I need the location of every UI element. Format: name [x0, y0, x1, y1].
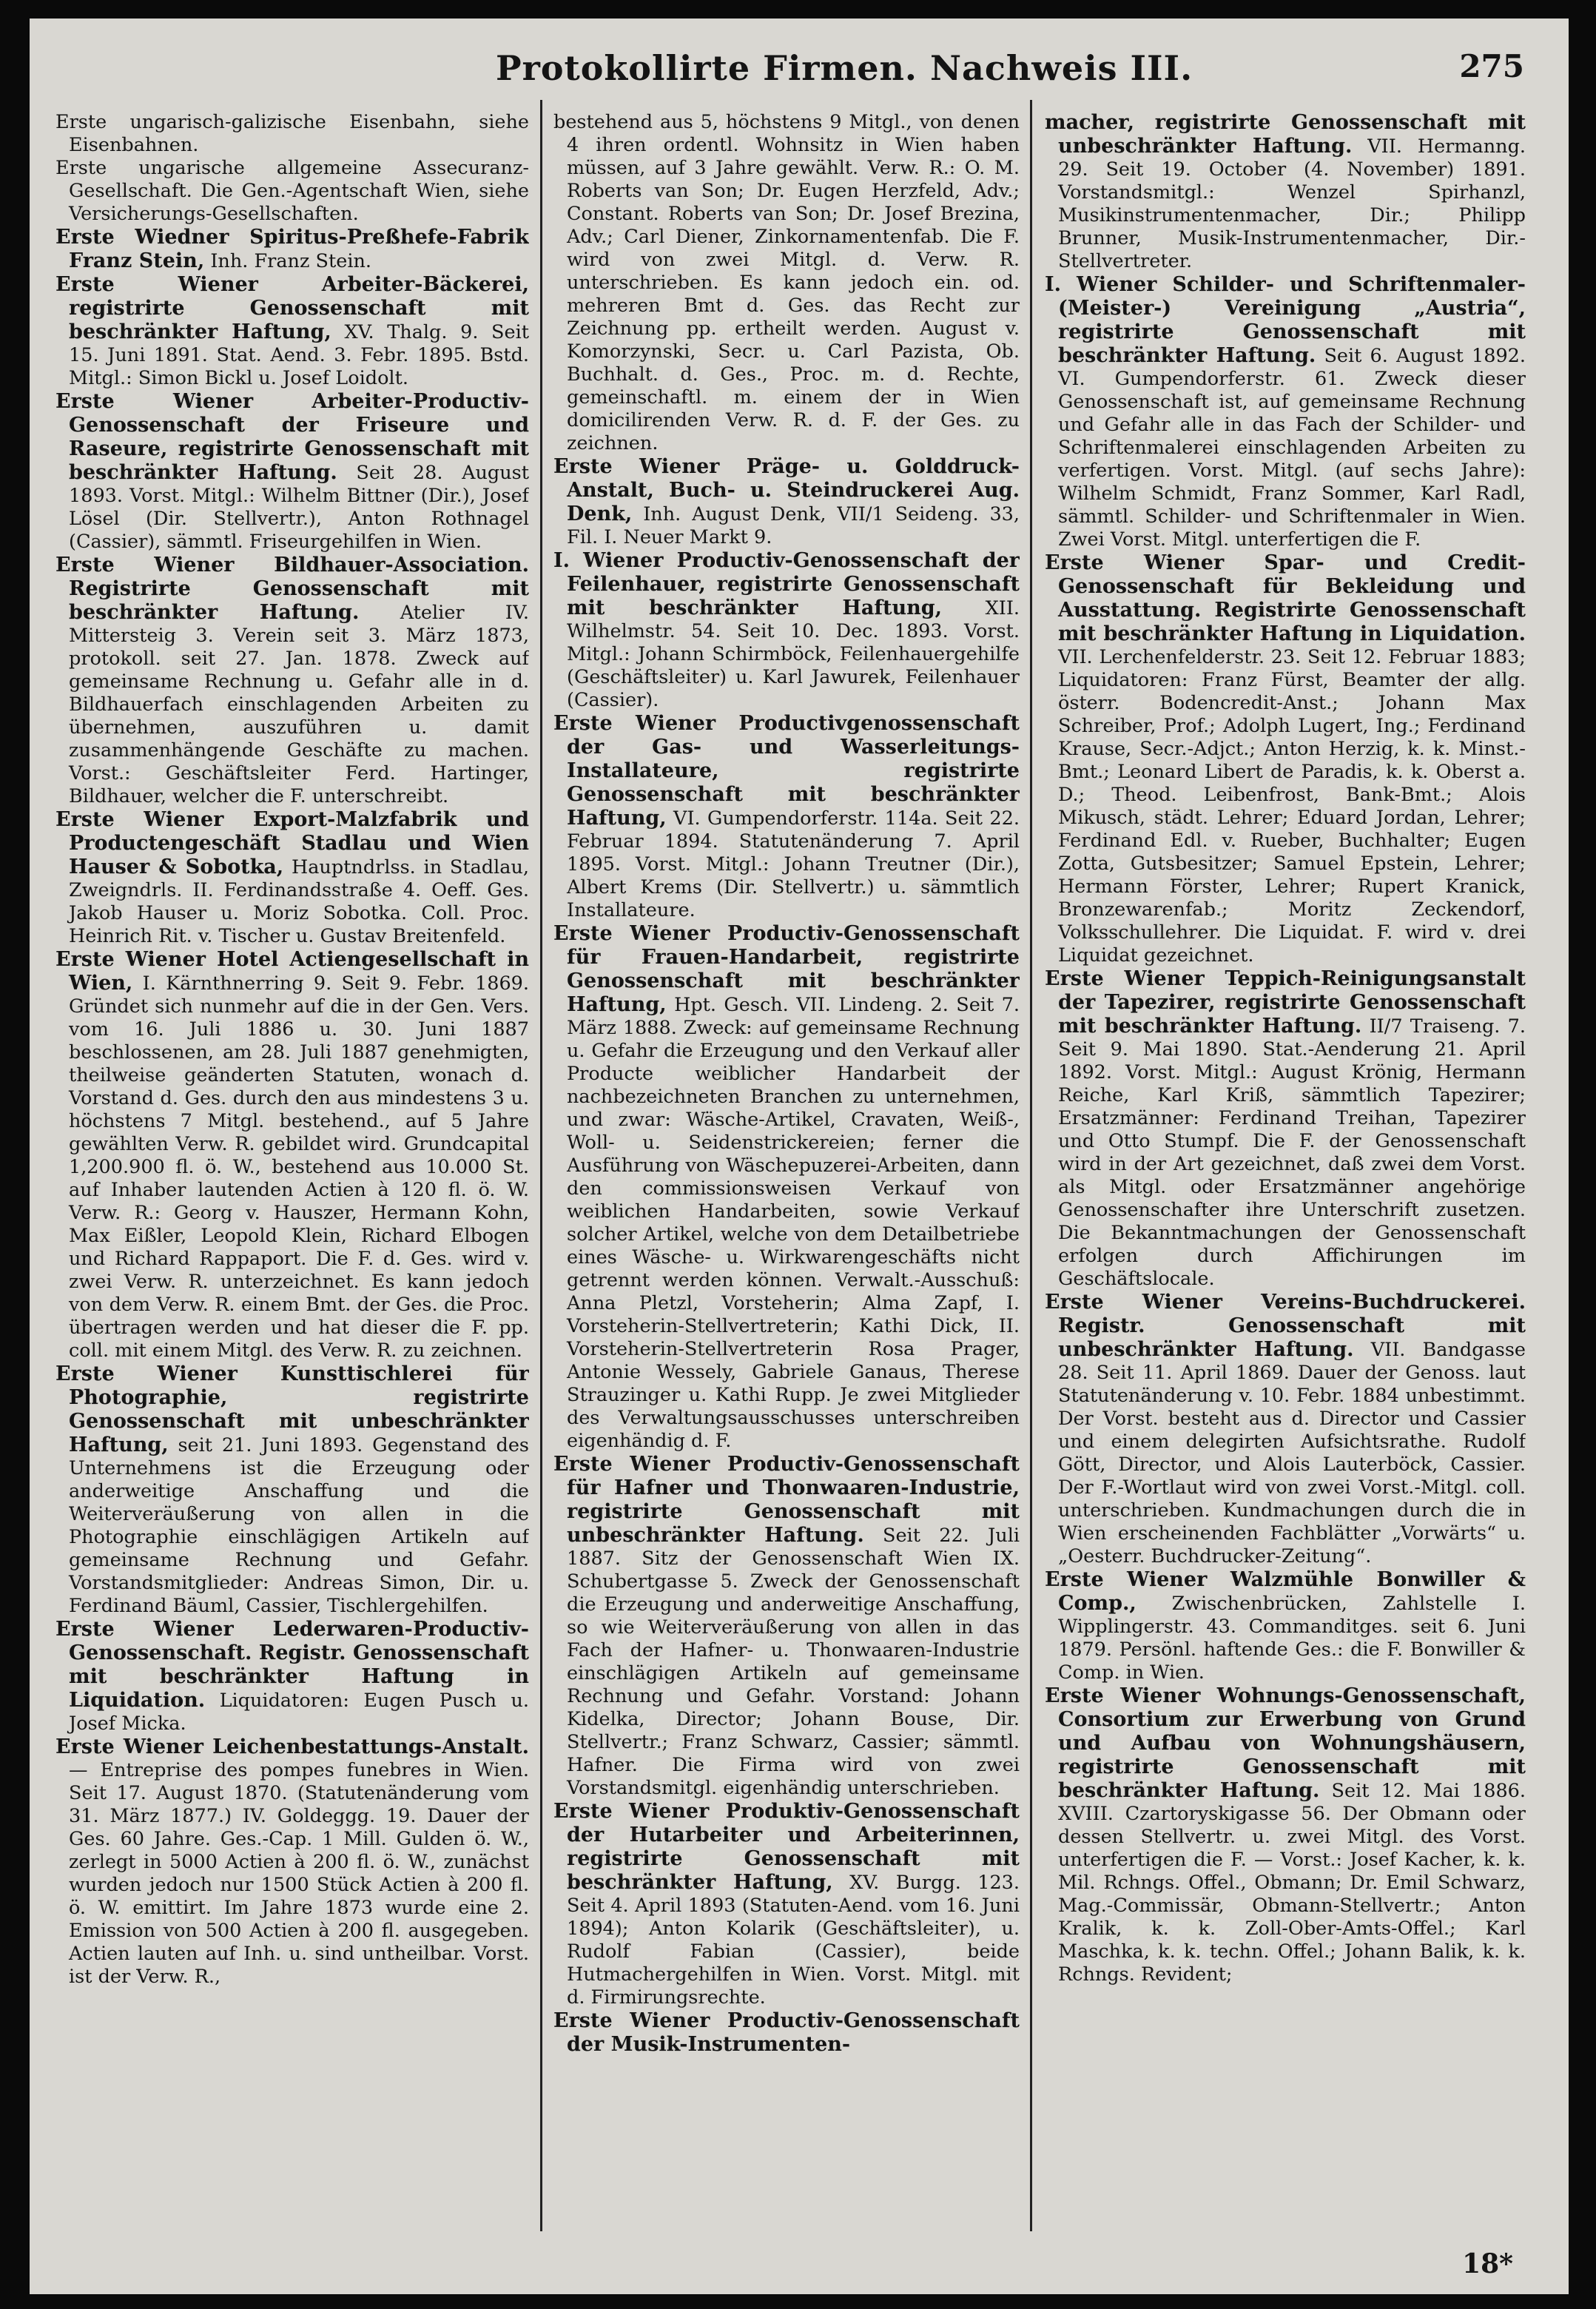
entry-text: Liquidatoren: Eugen Pusch u. Josef Micka. — [69, 1690, 529, 1735]
register-entry — [553, 712, 1020, 922]
firm-name: Erste Wiener Productiv-Genossenschaft für Hafner und Thonwaaren-Industrie, registrirte Genossenschaft mit unbeschränkter Haftung. — [553, 1453, 1020, 1547]
register-entry — [553, 922, 1020, 1453]
firm-name: I. Wiener Productiv-Genossenschaft der Feilenhauer, registrirte Genossenschaft mit beschränkter Haftung, — [553, 549, 1020, 619]
register-entry — [55, 273, 529, 390]
entry-text: VII. Lerchenfelderstr. 23. Seit 12. Februar 1883; Liquidatoren: Franz Fürst, Beamter der allg. österr. Bodencredit-Anst.; Johann Max Schreiber, Prof.; Adolph Lugert, Ing.; Ferdinand Krause, Secr.-Adjct.; Anton Herzig, k. k. Minst.-Bmt.; Leonard Libert de Paradis, k. k. Oberst a. D.; Theod. Leibenfrost, Bank-Bmt.; Alois Mikusch, städt. Lehrer; Eduard Jordan, Lehrer; Ferdinand Edl. v. Rueber, Buchhalter; Eugen Zotta, Gutsbesitzer; Samuel Epstein, Lehrer; Hermann Förster, Lehrer; Rupert Kranick, Bronzewarenfab.; Moritz Zeckendorf, Volksschullehrer. Die Liquidat. F. wird v. drei Liquidat gezeichnet. — [1058, 646, 1526, 967]
entry-text: Inh. Franz Stein. — [210, 250, 371, 272]
firm-name: Erste Wiener Productivgenossenschaft der Gas- und Wasserleitungs-Installateure, registrirte Genossenschaft mit beschränkter Haftung, — [553, 712, 1020, 830]
page-header — [30, 48, 1569, 107]
firm-name: Erste Wiener Teppich-Reinigungsanstalt der Tapezirer, registrirte Genossenschaft mit beschränkter Haftung. — [1045, 967, 1526, 1038]
entry-text: Seit 12. Mai 1886. XVIII. Czartoryskigasse 56. Der Obmann oder dessen Stellvertr. u. zwei Mitgl. des Vorst. unterfertigen die F. — Vorst.: Josef Kacher, k. k. Mil. Rchngs. Offel., Obmann; Dr. Emil Schwarz, Mag.-Commissär, Obmann-Stellvertr.; Anton Kralik, k. k. Zoll-Ober-Amts-Offel.; Karl Maschka, k. k. techn. Offel.; Johann Balik, k. k. Rchngs. Revident; — [1058, 1780, 1526, 1986]
firm-name: Erste Wiener Produktiv-Genossenschaft der Hutarbeiter und Arbeiterinnen, registrirte Genossenschaft mit beschränkter Haftung, — [553, 1800, 1020, 1894]
firm-name: Erste Wiener Präge- u. Golddruck-Anstalt, Buch- u. Steindruckerei Aug. Denk, — [553, 455, 1020, 525]
register-entry — [55, 157, 529, 226]
register-entry — [55, 1362, 529, 1618]
register-entry — [1045, 967, 1526, 1291]
register-entry — [553, 455, 1020, 549]
register-entry — [1045, 273, 1526, 551]
register-entry — [553, 111, 1020, 455]
register-entry — [553, 1453, 1020, 1800]
firm-name: Erste Wiener Wohnungs-Genossenschaft, Consortium zur Erwerbung von Grund und Aufbau von Wohnungshäusern, registrirte Genossenschaft mit beschränkter Haftung. — [1045, 1684, 1526, 1802]
entry-text: VI. Gumpendorferstr. 114a. Seit 22. Februar 1894. Statutenänderung 7. April 1895. Vorst. Mitgl.: Johann Treutner (Dir.), Albert Krems (Dir. Stellvertr.) u. sämmtlich Installateure. — [567, 807, 1020, 921]
entry-text: II/7 Traiseng. 7. Seit 9. Mai 1890. Stat.-Aenderung 21. April 1892. Vorst. Mitgl.: August Krönig, Hermann Reiche, Karl Kriß, sämmtlich Tapezirer; Ersatzmänner: Ferdinand Treihan, Tapezirer und Otto Stumpf. Die F. der Genossenschaft wird in der Art gezeichnet, daß zwei dem Vorst. als Mitgl. oder Ersatzmänner angehörige Genossenschafter ihre Unterschrift zusetzen. Die Bekanntmachungen der Genossenschaft erfolgen durch Affichirungen im Geschäftslocale. — [1058, 1015, 1526, 1290]
page-title: Protokollirte Firmen. Nachweis III. — [496, 48, 1193, 88]
firm-name: Erste Wiener Hotel Actiengesellschaft in Wien, — [55, 948, 529, 995]
firm-name: macher, registrirte Genossenschaft mit unbeschränkter Haftung. — [1045, 111, 1526, 158]
firm-name: Erste Wiener Walzmühle Bonwiller & Comp., — [1045, 1568, 1526, 1615]
register-entry — [1045, 1291, 1526, 1568]
register-entry — [55, 1618, 529, 1735]
entry-text: — Entreprise des pompes funebres in Wien. Seit 17. August 1870. (Statutenänderung vom 31. März 1877.) IV. Goldeggg. 19. Dauer der Ges. 60 Jahre. Ges.-Cap. 1 Mill. Gulden ö. W., zerlegt in 5000 Actien à 200 fl. ö. W., zunächst wurden jedoch nur 1500 Stück Actien à 200 fl. ö. W. emittirt. Im Jahre 1873 wurde eine 2. Emission von 500 Actien à 200 fl. ausgegeben. Actien lauten auf Inh. u. sind untheilbar. Vorst. ist der Verw. R., — [69, 1759, 529, 1988]
entry-text: Zwischenbrücken, Zahlstelle I. Wipplingerstr. 43. Commanditges. seit 6. Juni 1879. Persönl. haftende Ges.: die F. Bonwiller & Comp. in Wien. — [1058, 1593, 1526, 1684]
entry-text: I. Kärnthnerring 9. Seit 9. Febr. 1869. Gründet sich nunmehr auf die in der Gen. Vers. vom 16. Juli 1886 u. 30. Juni 1887 beschlossenen, am 28. Juli 1887 genehmigten, theilweise geänderten Statuten, wonach d. Vorstand d. Ges. durch den aus mindestens 3 u. höchstens 7 Mitgl. bestehend., auf 5 Jahre gewählten Verw. R. gebildet wird. Grundcapital 1,200.900 fl. ö. W., bestehend aus 10.000 St. auf Inhaber lautenden Actien à 120 fl. ö. W. Verw. R.: Georg v. Hauszer, Hermann Kohn, Max Eißler, Leopold Klein, Richard Elbogen und Richard Rappaport. Die F. d. Ges. wird v. zwei Verw. R. unterzeichnet. Es kann jedoch von dem Verw. R. einem Bmt. der Ges. die Proc. übertragen werden und hat dieser die F. pp. coll. mit einem Mitgl. des Verw. R. zu zeichnen. — [69, 972, 529, 1362]
register-entry — [55, 390, 529, 554]
entry-text: Seit 28. August 1893. Vorst. Mitgl.: Wilhelm Bittner (Dir.), Josef Lösel (Dir. Stellvertr.), Anton Rothnagel (Cassier), sämmtl. Friseurgehilfen in Wien. — [69, 462, 529, 553]
entry-text: Erste ungarische allgemeine Assecuranz-Gesellschaft. Die Gen.-Agentschaft Wien, siehe Versicherungs-Gesellschaften. — [55, 157, 529, 225]
page-number: 275 — [1459, 48, 1524, 84]
entry-text: Hpt. Gesch. VII. Lindeng. 2. Seit 7. März 1888. Zweck: auf gemeinsame Rechnung u. Gefahr die Erzeugung und den Verkauf aller Producte weiblicher Handarbeit der nachbezeichneten Branchen zu unternehmen, und zwar: Wäsche-Artikel, Cravaten, Weiß-, Woll- u. Seidenstrickereien; ferner die Ausführung von Wäschepuzerei-Arbeiten, dann den commissionsweisen Verkauf von weiblichen Handarbeiten, sowie Verkauf solcher Artikel, welche von dem Detailbetriebe eines Wäsche- u. Wirkwarengeschäfts nicht getrennt werden können. Verwalt.-Ausschuß: Anna Pletzl, Vorsteherin; Alma Zapf, I. Vorsteherin-Stellvertreterin; Kathi Dick, II. Vorsteherin-Stellvertreterin Rosa Prager, Antonie Wessely, Gabriele Ganaus, Therese Strauzinger u. Kathi Rupp. Je zwei Mitglieder des Verwaltungsausschusses unterschreiben eigenhändig d. F. — [567, 994, 1020, 1452]
register-entry — [55, 1735, 529, 1989]
firm-name: Erste Wiener Export-Malzfabrik und Productengeschäft Stadlau und Wien Hauser & Sobotka, — [55, 808, 529, 878]
entry-text: XV. Thalg. 9. Seit 15. Juni 1891. Stat. Aend. 3. Febr. 1895. Bstd. Mitgl.: Simon Bickl u. Josef Loidolt. — [69, 321, 529, 389]
register-entry — [553, 2009, 1020, 2057]
register-entry — [1045, 111, 1526, 273]
column-divider — [1030, 100, 1032, 2231]
firm-name: Erste Wiener Leichenbestattungs-Anstalt. — [55, 1735, 529, 1758]
register-entry — [55, 554, 529, 808]
register-entry — [553, 549, 1020, 712]
firm-name: Erste Wiener Spar- und Credit-Genossenschaft für Bekleidung und Ausstattung. Registrirte Genossenschaft mit beschränkter Haftung in Liquidation. — [1045, 551, 1526, 645]
firm-name: Erste Wiener Kunsttischlerei für Photographie, registrirte Genossenschaft mit unbeschränkter Haftung, — [55, 1362, 529, 1456]
column-1 — [55, 111, 529, 2242]
document-page — [30, 19, 1569, 2294]
entry-text: XII. Wilhelmstr. 54. Seit 10. Dec. 1893. Vorst. Mitgl.: Johann Schirmböck, Feilenhauergehilfe (Geschäftsleiter) u. Karl Jawurek, Feilenhauer (Cassier). — [567, 597, 1020, 711]
register-entry — [55, 808, 529, 948]
firm-name: Erste Wiedner Spiritus-Preßhefe-Fabrik Franz Stein, — [55, 226, 529, 272]
register-entry — [1045, 551, 1526, 967]
firm-name: Erste Wiener Vereins-Buchdruckerei. Registr. Genossenschaft mit unbeschränkter Haftung. — [1045, 1291, 1526, 1361]
firm-name: Erste Wiener Productiv-Genossenschaft für Frauen-Handarbeit, registrirte Genossenschaft mit beschränkter Haftung, — [553, 922, 1020, 1016]
column-divider — [540, 100, 542, 2231]
entry-text: Erste ungarisch-galizische Eisenbahn, siehe Eisenbahnen. — [55, 111, 529, 156]
register-entry — [553, 1800, 1020, 2009]
entry-text: seit 21. Juni 1893. Gegenstand des Unternehmens ist die Erzeugung oder anderweitige Anschaffung und die Weiterveräußerung von allen in die Photographie einschlägigen Artikeln auf gemeinsame Rechnung und Gefahr. Vorstandsmitglieder: Andreas Simon, Dir. u. Ferdinand Bäuml, Cassier, Tischlergehilfen. — [69, 1434, 529, 1617]
firm-name: Erste Wiener Lederwaren-Productiv-Genossenschaft. Registr. Genossenschaft mit beschränkter Haftung in Liquidation. — [55, 1618, 529, 1712]
firm-name: Erste Wiener Productiv-Genossenschaft der Musik-Instrumenten- — [553, 2009, 1020, 2056]
entry-text: Atelier IV. Mittersteig 3. Verein seit 3. März 1873, protokoll. seit 27. Jan. 1878. Zweck auf gemeinsame Rechnung u. Gefahr alle in d. Bildhauerfach einschlagenden Arbeiten zu übernehmen, auszuführen u. damit zusammenhängende Geschäfte zu machen. Vorst.: Geschäftsleiter Ferd. Hartinger, Bildhauer, welcher die F. unterschreibt. — [69, 602, 529, 807]
entry-text: VII. Hermanng. 29. Seit 19. October (4. November) 1891. Vorstandsmitgl.: Wenzel Spirhanzl, Musikinstrumentenmacher, Dir.; Philipp Brunner, Musik-Instrumentenmacher, Dir.-Stellvertreter. — [1058, 135, 1526, 272]
entry-text: Inh. August Denk, VII/1 Seideng. 33, Fil. I. Neuer Markt 9. — [567, 503, 1020, 548]
signature-mark: 18* — [1462, 2248, 1513, 2279]
register-entry — [1045, 1568, 1526, 1684]
firm-name: Erste Wiener Arbeiter-Bäckerei, registrirte Genossenschaft mit beschränkter Haftung, — [55, 273, 529, 343]
entry-text: XV. Burgg. 123. Seit 4. April 1893 (Statuten-Aend. vom 16. Juni 1894); Anton Kolarik (Geschäftsleiter), u. Rudolf Fabian (Cassier), beide Hutmachergehilfen in Wien. Vorst. Mitgl. mit d. Firmirungsrechte. — [567, 1872, 1020, 2009]
entry-text: Hauptndrlss. in Stadlau, Zweigndrls. II. Ferdinandsstraße 4. Oeff. Ges. Jakob Hauser u. Moriz Sobotka. Coll. Proc. Heinrich Rit. v. Tischer u. Gustav Breitenfeld. — [69, 856, 529, 947]
column-2 — [553, 111, 1020, 2242]
register-entry — [55, 111, 529, 157]
entry-text: bestehend aus 5, höchstens 9 Mitgl., von denen 4 ihren ordentl. Wohnsitz in Wien haben müssen, auf 3 Jahre gewählt. Verw. R.: O. M. Roberts van Son; Dr. Eugen Herzfeld, Adv.; Constant. Roberts van Son; Dr. Josef Brezina, Adv.; Carl Diener, Zinkornamentenfab. Die F. wird von zwei Mitgl. d. Verw. R. unterschrieben. Es kann jedoch ein. od. mehreren Bmt d. Ges. das Recht zur Zeichnung pp. ertheilt werden. August v. Komorzynski, Secr. u. Carl Pazista, Ob. Buchhalt. d. Ges., Proc. m. d. Rechte, gemeinschaftl. m. einem der in Wien domicilirenden Verw. R. d. F. der Ges. zu zeichnen. — [553, 111, 1020, 454]
firm-name: Erste Wiener Bildhauer-Association. Registrirte Genossenschaft mit beschränkter Haftung. — [55, 554, 529, 624]
entry-text: Seit 22. Juli 1887. Sitz der Genossenschaft Wien IX. Schubertgasse 5. Zweck der Genossenschaft die Erzeugung und anderweitige Anschaffung, so wie Weiterveräußerung von allen in das Fach der Hafner- u. Thonwaaren-Industrie einschlägigen Artikeln auf gemeinsame Rechnung und Gefahr. Vorstand: Johann Kidelka, Director; Johann Bouse, Dir. Stellvertr.; Franz Schwarz, Cassier; sämmtl. Hafner. Die Firma wird von zwei Vorstandsmitgl. eigenhändig unterschrieben. — [567, 1525, 1020, 1799]
register-entry — [55, 948, 529, 1362]
firm-name: I. Wiener Schilder- und Schriftenmaler-(Meister-) Vereinigung „Austria“, registrirte Genossenschaft mit beschränkter Haftung. — [1045, 273, 1526, 367]
register-entry — [1045, 1684, 1526, 1986]
column-3 — [1045, 111, 1526, 2242]
firm-name: Erste Wiener Arbeiter-Productiv-Genossenschaft der Friseure und Raseure, registrirte Genossenschaft mit beschränkter Haftung. — [55, 390, 529, 484]
register-entry — [55, 226, 529, 273]
entry-text: VII. Bandgasse 28. Seit 11. April 1869. Dauer der Genoss. laut Statutenänderung v. 10. Febr. 1884 unbestimmt. Der Vorst. besteht aus d. Director und Cassier und einem delegirten Aufsichtsrathe. Rudolf Gött, Director, und Alois Lauterböck, Cassier. Der F.-Wortlaut wird von zwei Vorst.-Mitgl. coll. unterschrieben. Kundmachungen durch die in Wien erscheinenden Fachblätter „Vorwärts“ u. „Oesterr. Buchdrucker-Zeitung“. — [1058, 1339, 1526, 1567]
entry-text: Seit 6. August 1892. VI. Gumpendorferstr. 61. Zweck dieser Genossenschaft ist, auf gemeinsame Rechnung und Gefahr alle in das Fach der Schilder- und Schriftenmalerei einschlagenden Arbeiten zu verfertigen. Vorst. Mitgl. (auf sechs Jahre): Wilhelm Schmidt, Franz Sommer, Karl Radl, sämmtl. Schilder- und Schriftenmaler in Wien. Zwei Vorst. Mitgl. unterfertigen die F. — [1058, 345, 1526, 551]
